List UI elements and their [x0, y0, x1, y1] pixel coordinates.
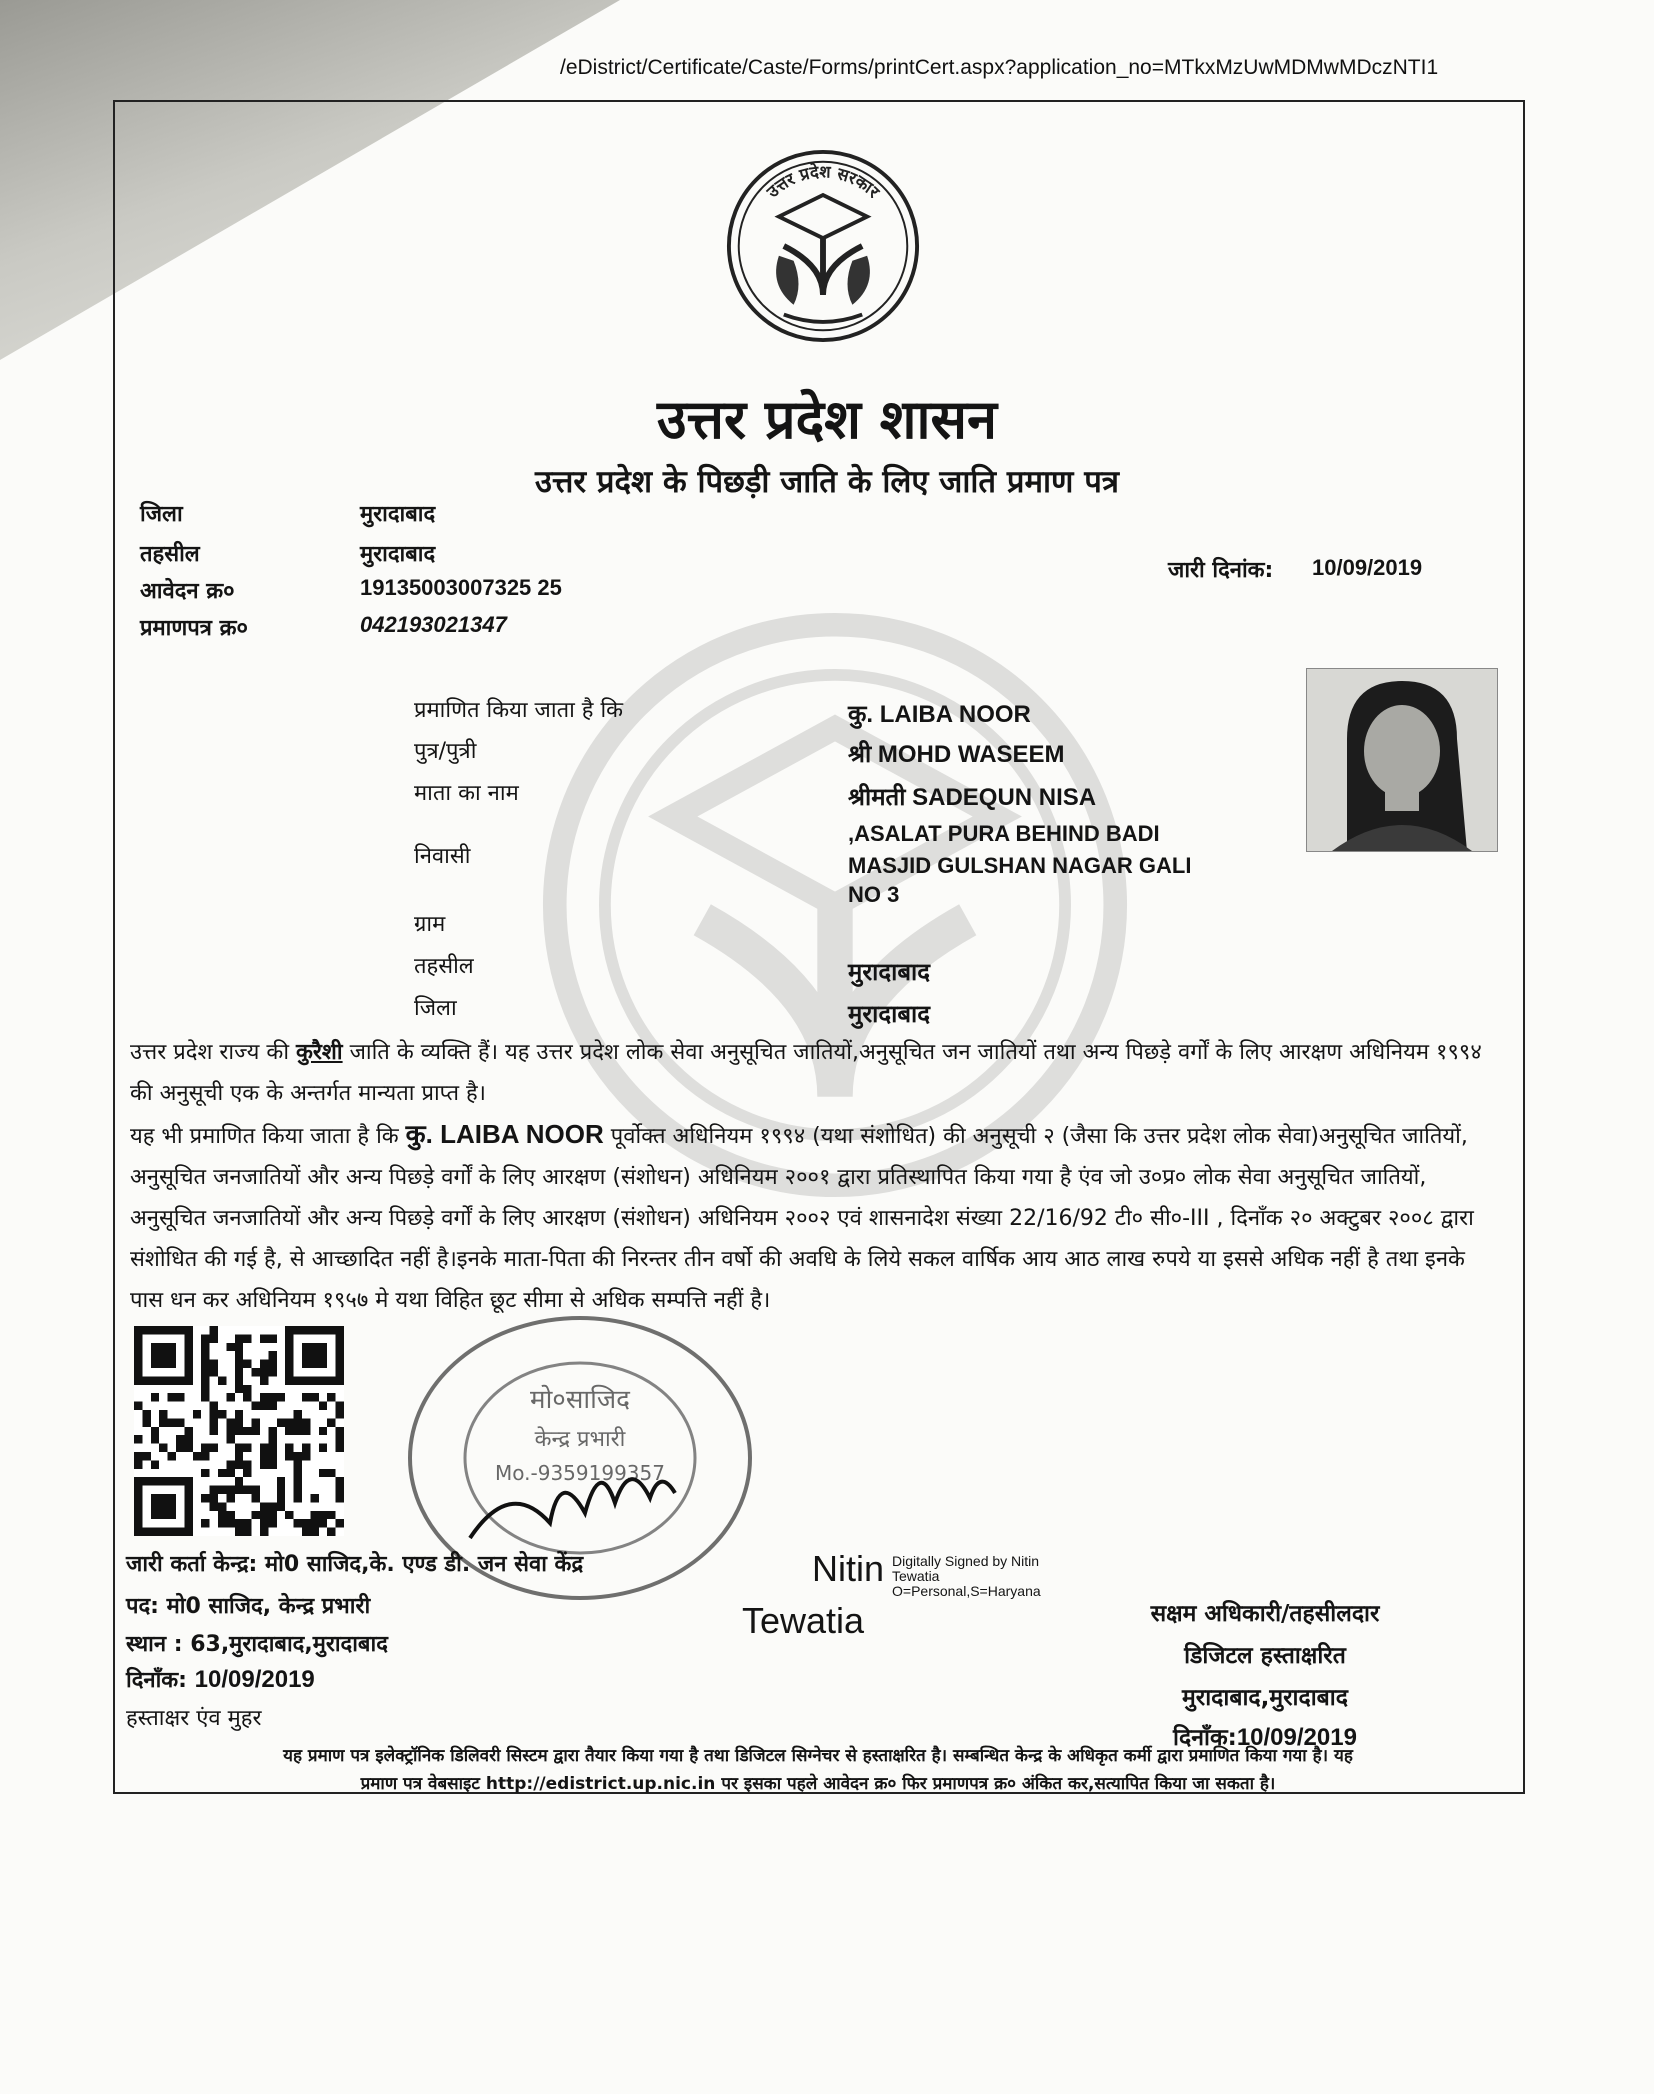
authority-place: मुरादाबाद,मुरादाबाद [1182, 1685, 1348, 1711]
signer-last-name: Tewatia [742, 1600, 865, 1641]
certified-label: प्रमाणित किया जाता है कि [414, 698, 624, 723]
caste-name: कुरैशी [296, 1040, 343, 1065]
stamp-line-2: केन्द्र प्रभारी [534, 1427, 626, 1452]
issuer-date-label: दिनाँक: [126, 1668, 187, 1693]
body-paragraph-1 [130, 1032, 1490, 1114]
certificate-title: उत्तर प्रदेश शासन [657, 387, 997, 451]
application-number-label: आवेदन क्र० [140, 579, 235, 604]
authority-title: सक्षम अधिकारी/तहसीलदार [1150, 1601, 1380, 1627]
signer-first-name: Nitin [812, 1548, 885, 1589]
handwritten-signature [470, 1479, 675, 1538]
body-text: पूर्वोक्त अधिनियम १९९४ (यथा संशोधित) की अनुसूची २ (जैसा कि उत्तर प्रदेश लोक सेवा)अनुसूचित जातियों, अनुसूचित जनजातियों और अन्य पिछड़े वर्गों के लिए आरक्षण (संशोधन) अधिनियम २००१ द्वारा प्रतिस्थापित किया गया है एंव जो उ०प्र० लोक सेवा अनुसूचित जातियों, अनुसूचित जनजातियों और अन्य पिछड़े वर्गों के लिए आरक्षण (संशोधन) अधिनियम २००२ एवं शासनादेश संख्या 22/16/92 टी० सी०-III , दिनाँक २० अक्टुबर २००८ द्वारा संशोधित की गई है, से आच्छादित नहीं है।इनके माता-पिता की निरन्तर तीन वर्षो की अवधि के लिये सकल वार्षिक आय आठ लाख रुपये या इससे अधिक नहीं है तथा इनके पास धन कर अधिनियम १९५७ मे यथा विहित छूट सीमा से अधिक सम्पत्ति नहीं है। [130, 1124, 1474, 1313]
stamp-line-3: Mo.-9359199357 [495, 1461, 665, 1485]
tehsil-value: मुरादाबाद [360, 542, 436, 567]
body-text: जाति के व्यक्ति हैं। यह उत्तर प्रदेश लोक सेवा अनुसूचित जातियों,अनुसूचित जन जातियों तथा अन्य पिछड़े वर्गों के लिए आरक्षण अधिनियम १९९४ की अनुसूची एक के अन्तर्गत मान्यता प्राप्त है। [130, 1040, 1482, 1106]
applicant-photo [1306, 668, 1498, 852]
certificate-number-value: 042193021347 [360, 612, 507, 637]
issuer-centre: जारी कर्ता केन्द्र: मो0 साजिद,के. एण्ड डी. जन सेवा केंद्र [126, 1552, 584, 1577]
address-line-3: NO 3 [848, 882, 900, 907]
issue-date-label: जारी दिनांक: [1168, 558, 1274, 583]
footer-line-2: प्रमाण पत्र वेबसाइट http://edistrict.up.nic.in पर इसका पहले आवेदन क्र० फिर प्रमाणपत्र क्र० अंकित कर,सत्यापित किया जा सकता है। [360, 1774, 1276, 1794]
field-district-label: जिला [414, 996, 457, 1021]
sign-and-seal-label: हस्ताक्षर एंव मुहर [126, 1706, 262, 1731]
authority-block [1100, 1596, 1430, 1752]
body-text: उत्तर प्रदेश राज्य की [130, 1040, 297, 1065]
issue-date-value: 10/09/2019 [1312, 555, 1423, 580]
authority-signed: डिजिटल हस्ताक्षरित [1184, 1643, 1346, 1669]
field-tehsil-value: मुरादाबाद [848, 958, 931, 986]
certificate-footer [122, 1742, 1514, 1798]
resident-label: निवासी [414, 844, 471, 869]
issuer-post: पद: मो0 साजिद, केन्द्र प्रभारी [126, 1594, 371, 1619]
district-value: मुरादाबाद [360, 502, 436, 527]
address-line-1: ,ASALAT PURA BEHIND BADI [848, 821, 1160, 846]
field-district-value: मुरादाबाद [848, 1000, 931, 1028]
mother-name: श्रीमती SADEQUN NISA [848, 784, 1097, 811]
application-number-value: 19135003007325 25 [360, 575, 562, 600]
issuer-place: स्थान : 63,मुरादाबाद,मुरादाबाद [126, 1632, 388, 1657]
body-text: यह भी प्रमाणित किया जाता है कि [130, 1124, 406, 1149]
body-paragraph-2 [130, 1114, 1490, 1321]
field-tehsil-label: तहसील [414, 954, 474, 979]
tehsil-label: तहसील [140, 542, 200, 567]
father-name: श्री MOHD WASEEM [848, 741, 1065, 768]
emblem-text: उत्तर प्रदेश सरकार [763, 162, 883, 202]
certificate-number-label: प्रमाणपत्र क्र० [140, 616, 248, 641]
signature-detail-1: Digitally Signed by Nitin [892, 1553, 1040, 1569]
address-line-2: MASJID GULSHAN NAGAR GALI [848, 853, 1192, 878]
issuer-date-value: 10/09/2019 [194, 1666, 315, 1693]
uttar-pradesh-seal-icon [725, 148, 921, 344]
footer-line-1: यह प्रमाण पत्र इलेक्ट्रॉनिक डिलिवरी सिस्टम द्वारा तैयार किया गया है तथा डिजिटल सिग्नेचर से हस्ताक्षरित है। सम्बन्धित केन्द्र के अधिकृत कर्मी द्वारा प्रमाणित किया गया है। यह [283, 1746, 1353, 1766]
certificate-body [130, 1032, 1490, 1321]
mother-label: माता का नाम [414, 781, 519, 806]
stamp-line-1: मो०साजिद [530, 1385, 630, 1415]
signature-detail-2: Tewatia [892, 1568, 940, 1584]
signature-detail-3: O=Personal,S=Haryana [892, 1583, 1041, 1599]
url-bar-text: /eDistrict/Certificate/Caste/Forms/printCert.aspx?application_no=MTkxMzUwMDMwMDczNTI1 [560, 56, 1439, 79]
district-label: जिला [140, 502, 183, 527]
authority-date-label: दिनाँक: [1173, 1725, 1237, 1751]
parent-label: पुत्र/पुत्री [414, 739, 477, 764]
signature-details [892, 1554, 1041, 1599]
qr-code-icon [134, 1326, 344, 1536]
applicant-name: कु. LAIBA NOOR [848, 701, 1031, 728]
authority-date-value: 10/09/2019 [1236, 1724, 1357, 1751]
certificate-subtitle: उत्तर प्रदेश के पिछड़ी जाति के लिए जाति प्रमाण पत्र [535, 464, 1119, 500]
village-label: ग्राम [414, 912, 446, 937]
body-applicant-name: कु. LAIBA NOOR [405, 1119, 604, 1149]
issuer-date [126, 1664, 315, 1694]
